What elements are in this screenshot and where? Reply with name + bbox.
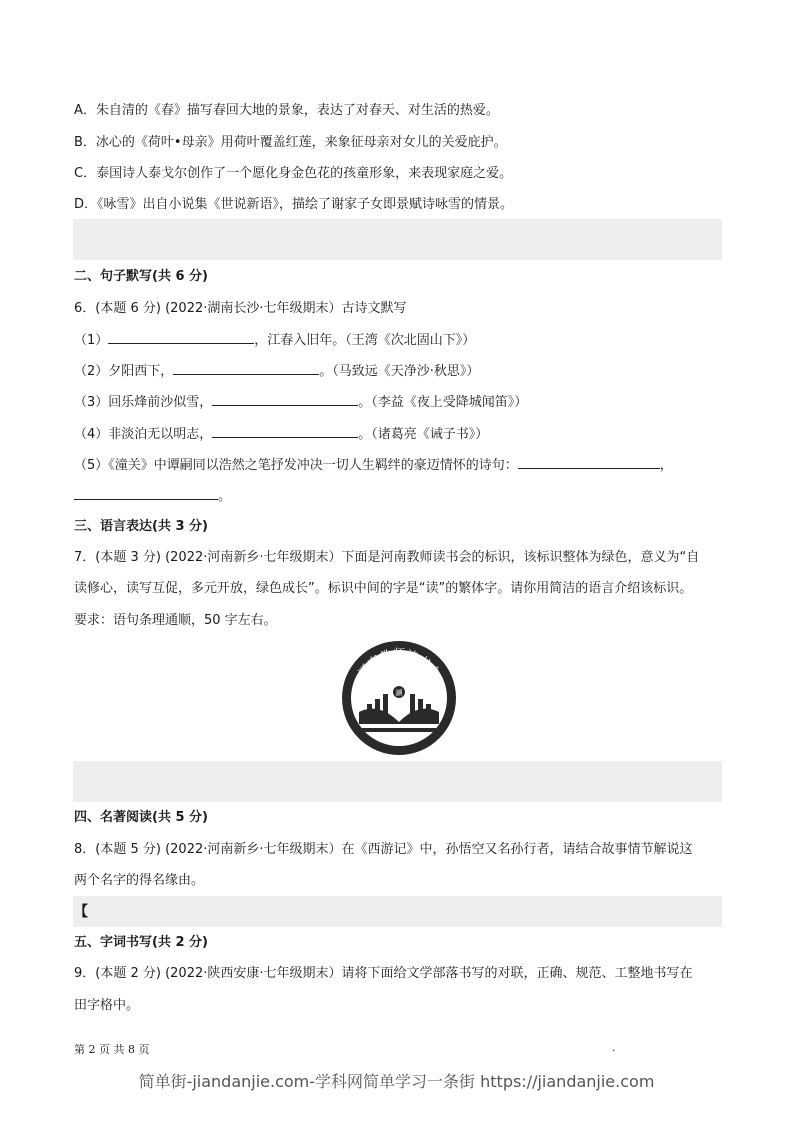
page-number: 第 2 页 共 8 页 — [74, 1043, 150, 1056]
watermark: 简单街-jiandanjie.com-学科网简单学习一条街 https://jiandanjie.com — [138, 1072, 655, 1091]
question-9-line-2: 田字格中。 — [74, 998, 140, 1013]
question-7-line-3: 要求：语句条理通顺，50 字左右。 — [74, 613, 277, 628]
question-7-line-1: 7．(本题 3 分) (2022·河南新乡·七年级期末）下面是河南教师读书会的标识，该标识整体为绿色，意义为“自 — [74, 550, 700, 565]
item-suffix: 。（李益《夜上受降城闻笛》） — [358, 395, 528, 410]
section-heading: 四、名著阅读(共 5 分) — [74, 810, 208, 825]
question-7-line-2: 读修心，读写互促，多元开放，绿色成长”。标识中间的字是“读”的繁体字。请你用简洁的语言介绍该标识。 — [74, 581, 693, 596]
item-prefix: （3）回乐烽前沙似雪， — [74, 395, 213, 410]
item-suffix: 。（马致远《天净沙·秋思》） — [319, 364, 480, 379]
answer-blank[interactable] — [108, 331, 254, 344]
question-8-line-2: 两个名字的得名缘由。 — [74, 873, 205, 888]
answer-blank[interactable] — [74, 487, 218, 500]
option-b: B．冰心的《荷叶•母亲》用荷叶覆盖红莲，来象征母亲对女儿的关爱庇护。 — [74, 135, 507, 150]
question-8-line-1: 8．(本题 5 分) (2022·河南新乡·七年级期末）在《西游记》中，孙悟空又名孙行者，请结合故事情节解说这 — [74, 842, 693, 857]
section-heading: 五、字词书写(共 2 分) — [74, 935, 208, 950]
item-comma: ， — [659, 458, 673, 473]
answer-area — [73, 896, 722, 927]
option-d: D．《咏雪》出自小说集《世说新语》，描绘了谢家子女即景赋诗咏雪的情景。 — [74, 197, 514, 212]
question-6-item-5 — [74, 456, 673, 475]
answer-area — [73, 761, 722, 802]
answer-bracket: 【 — [74, 904, 88, 920]
question-6-item-3 — [74, 393, 527, 412]
item-prefix: （4）非淡泊无以明志， — [74, 427, 213, 442]
question-6-item-5-cont — [74, 487, 231, 506]
answer-blank[interactable] — [212, 425, 358, 438]
section-heading: 二、句子默写(共 6 分) — [74, 269, 208, 284]
answer-blank[interactable] — [212, 393, 358, 406]
footer-mark: . — [612, 1041, 616, 1054]
item-suffix: ，江春入旧年。（王湾《次北固山下》） — [254, 333, 476, 348]
section-heading: 三、语言表达(共 3 分) — [74, 519, 208, 534]
item-prefix: （5）《潼关》中谭嗣同以浩然之笔抒发冲决一切人生羁绊的豪迈情怀的诗句： — [74, 458, 518, 473]
logo-center-char: 讀 — [395, 689, 403, 697]
item-prefix: （2）夕阳西下， — [74, 364, 174, 379]
item-end: 。 — [218, 489, 232, 504]
logo-ring-text: 河南教师读书会 — [355, 647, 443, 680]
answer-blank[interactable] — [518, 456, 660, 469]
question-6-item-4 — [74, 425, 488, 444]
reading-club-logo — [337, 636, 461, 760]
option-c: C．泰国诗人泰戈尔创作了一个愿化身金色花的孩童形象，来表现家庭之爱。 — [74, 166, 513, 181]
question-6-item-1 — [74, 331, 475, 350]
item-suffix: 。（诸葛亮《诫子书》） — [358, 427, 489, 442]
option-a: A．朱自清的《春》描写春回大地的景象，表达了对春天、对生活的热爱。 — [74, 103, 499, 118]
answer-area — [73, 219, 722, 260]
answer-blank[interactable] — [173, 362, 319, 375]
question-6-item-2 — [74, 362, 479, 381]
question-9-line-1: 9．(本题 2 分) (2022·陕西安康·七年级期末）请将下面给文学部落书写的对联，正确、规范、工整地书写在 — [74, 966, 693, 981]
item-prefix: （1） — [74, 333, 109, 348]
question-6-stem: 6．(本题 6 分) (2022·湖南长沙·七年级期末）古诗文默写 — [74, 301, 407, 316]
